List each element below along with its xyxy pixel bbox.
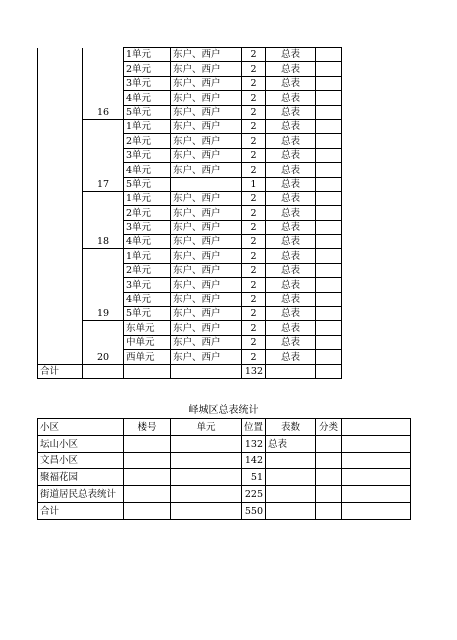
position-cell: [171, 177, 242, 191]
extra-cell: [316, 235, 342, 249]
district-cell: [38, 62, 83, 76]
extra-cell: [316, 48, 342, 62]
unit-cell: 1单元: [124, 48, 171, 62]
type-cell: 总表: [266, 163, 316, 177]
table-row: [38, 292, 342, 306]
building-cell: 16: [83, 105, 124, 119]
summary-header-row: [38, 419, 411, 436]
extra-cell: [316, 278, 342, 292]
district-cell: [38, 350, 83, 364]
building-cell: [83, 321, 124, 335]
table-row: [38, 163, 342, 177]
position-cell: 东户、西户: [171, 105, 242, 119]
district-summary-table: [37, 418, 411, 520]
unit-cell: 1单元: [124, 119, 171, 133]
meter-count: 132: [242, 435, 266, 452]
building-cell: 18: [83, 235, 124, 249]
unit-cell: 3单元: [124, 76, 171, 90]
meter-type: [266, 452, 316, 469]
extra-cell: [316, 350, 342, 364]
count-cell: 2: [242, 292, 266, 306]
table-row: [38, 48, 342, 62]
table-row: [38, 263, 342, 277]
header-unit: 单元: [171, 419, 242, 436]
count-cell: 2: [242, 148, 266, 162]
total-row: [38, 364, 342, 378]
extra-cell: [316, 263, 342, 277]
extra-cell: [316, 220, 342, 234]
unit-cell: 4单元: [124, 91, 171, 105]
building-cell: [83, 134, 124, 148]
type-cell: 总表: [266, 177, 316, 191]
unit-cell: 西单元: [124, 350, 171, 364]
cell-empty: [171, 435, 242, 452]
type-cell: 总表: [266, 292, 316, 306]
extra-cell: [316, 91, 342, 105]
count-cell: 2: [242, 105, 266, 119]
district-name: 聚福花园: [38, 469, 124, 486]
district-name: 街道居民总表统计: [38, 486, 124, 503]
cell-empty: [316, 486, 342, 503]
building-cell: [83, 249, 124, 263]
district-cell: [38, 220, 83, 234]
district-cell: [38, 76, 83, 90]
extra-cell: [316, 177, 342, 191]
cell-empty: [342, 486, 411, 503]
table-row: [38, 91, 342, 105]
position-cell: 东户、西户: [171, 220, 242, 234]
cell-empty: [171, 469, 242, 486]
header-district: 小区: [38, 419, 124, 436]
cell-empty: [124, 486, 171, 503]
district-name: 文昌小区: [38, 452, 124, 469]
unit-cell: 2单元: [124, 134, 171, 148]
building-cell: 19: [83, 307, 124, 321]
meter-type: [266, 486, 316, 503]
cell-empty: [316, 435, 342, 452]
type-cell: 总表: [266, 321, 316, 335]
table-row: [38, 119, 342, 133]
unit-cell: 3单元: [124, 220, 171, 234]
district-cell: [38, 263, 83, 277]
building-cell: [83, 76, 124, 90]
extra-cell: [316, 206, 342, 220]
position-cell: 东户、西户: [171, 278, 242, 292]
total-empty-cell: [83, 364, 124, 378]
unit-cell: 4单元: [124, 292, 171, 306]
district-cell: [38, 335, 83, 349]
total-label: 合计: [38, 364, 83, 378]
building-cell: 20: [83, 350, 124, 364]
unit-cell: 2单元: [124, 62, 171, 76]
table-row: [38, 335, 342, 349]
type-cell: 总表: [266, 235, 316, 249]
position-cell: 东户、西户: [171, 134, 242, 148]
extra-cell: [316, 134, 342, 148]
unit-cell: 东单元: [124, 321, 171, 335]
district-cell: [38, 105, 83, 119]
position-cell: 东户、西户: [171, 191, 242, 205]
district-cell: [38, 249, 83, 263]
total-empty-cell: [266, 364, 316, 378]
extra-cell: [316, 335, 342, 349]
district-cell: [38, 91, 83, 105]
unit-cell: 5单元: [124, 307, 171, 321]
type-cell: 总表: [266, 307, 316, 321]
position-cell: 东户、西户: [171, 163, 242, 177]
count-cell: 2: [242, 163, 266, 177]
extra-cell: [316, 249, 342, 263]
table-row: [38, 191, 342, 205]
type-cell: 总表: [266, 278, 316, 292]
building-cell: [83, 191, 124, 205]
cell-empty: [124, 502, 171, 519]
position-cell: 东户、西户: [171, 91, 242, 105]
building-meter-table: [37, 47, 342, 379]
building-cell: [83, 91, 124, 105]
cell-empty: [342, 419, 411, 436]
table-row: [38, 62, 342, 76]
type-cell: 总表: [266, 206, 316, 220]
table-row: [38, 177, 342, 191]
summary-row: [38, 469, 411, 486]
position-cell: 东户、西户: [171, 119, 242, 133]
unit-cell: 中单元: [124, 335, 171, 349]
table-row: [38, 350, 342, 364]
unit-cell: 2单元: [124, 206, 171, 220]
district-cell: [38, 48, 83, 62]
position-cell: 东户、西户: [171, 62, 242, 76]
summary-total-value: 550: [242, 502, 266, 519]
cell-empty: [316, 502, 342, 519]
type-cell: 总表: [266, 263, 316, 277]
cell-empty: [342, 469, 411, 486]
meter-type: [266, 469, 316, 486]
extra-cell: [316, 292, 342, 306]
district-cell: [38, 134, 83, 148]
extra-cell: [316, 163, 342, 177]
header-position: 位置: [242, 419, 266, 436]
district-cell: [38, 148, 83, 162]
type-cell: 总表: [266, 335, 316, 349]
district-cell: [38, 119, 83, 133]
type-cell: 总表: [266, 350, 316, 364]
table-row: [38, 321, 342, 335]
total-value: 132: [242, 364, 266, 378]
summary-total-label: 合计: [38, 502, 124, 519]
district-cell: [38, 235, 83, 249]
type-cell: 总表: [266, 220, 316, 234]
unit-cell: 1单元: [124, 249, 171, 263]
count-cell: 2: [242, 206, 266, 220]
table-row: [38, 148, 342, 162]
building-cell: [83, 263, 124, 277]
summary-row: [38, 435, 411, 452]
cell-empty: [171, 502, 242, 519]
meter-count: 225: [242, 486, 266, 503]
cell-empty: [342, 502, 411, 519]
table-row: [38, 76, 342, 90]
building-cell: [83, 62, 124, 76]
position-cell: 东户、西户: [171, 48, 242, 62]
building-cell: [83, 163, 124, 177]
table-row: [38, 220, 342, 234]
table-row: [38, 134, 342, 148]
meter-count: 142: [242, 452, 266, 469]
extra-cell: [316, 105, 342, 119]
district-cell: [38, 177, 83, 191]
type-cell: 总表: [266, 148, 316, 162]
count-cell: 2: [242, 263, 266, 277]
building-cell: [83, 48, 124, 62]
type-cell: 总表: [266, 134, 316, 148]
district-cell: [38, 163, 83, 177]
type-cell: 总表: [266, 249, 316, 263]
cell-empty: [171, 486, 242, 503]
count-cell: 2: [242, 48, 266, 62]
table-row: [38, 278, 342, 292]
cell-empty: [124, 435, 171, 452]
extra-cell: [316, 62, 342, 76]
count-cell: 2: [242, 91, 266, 105]
cell-empty: [342, 435, 411, 452]
type-cell: 总表: [266, 105, 316, 119]
type-cell: 总表: [266, 191, 316, 205]
building-cell: [83, 278, 124, 292]
total-empty-cell: [124, 364, 171, 378]
type-cell: 总表: [266, 119, 316, 133]
building-cell: [83, 220, 124, 234]
position-cell: 东户、西户: [171, 307, 242, 321]
extra-cell: [316, 191, 342, 205]
extra-cell: [316, 307, 342, 321]
unit-cell: 5单元: [124, 105, 171, 119]
unit-cell: 1单元: [124, 191, 171, 205]
cell-empty: [171, 452, 242, 469]
position-cell: 东户、西户: [171, 249, 242, 263]
count-cell: 2: [242, 235, 266, 249]
district-cell: [38, 321, 83, 335]
extra-cell: [316, 148, 342, 162]
cell-empty: [124, 452, 171, 469]
building-cell: [83, 119, 124, 133]
unit-cell: 4单元: [124, 163, 171, 177]
type-cell: 总表: [266, 76, 316, 90]
district-cell: [38, 278, 83, 292]
summary-row: [38, 452, 411, 469]
position-cell: 东户、西户: [171, 235, 242, 249]
meter-type: 总表: [266, 435, 316, 452]
header-count: 表数: [266, 419, 316, 436]
table-row: [38, 206, 342, 220]
unit-cell: 3单元: [124, 148, 171, 162]
district-cell: [38, 292, 83, 306]
type-cell: 总表: [266, 91, 316, 105]
count-cell: 2: [242, 278, 266, 292]
extra-cell: [316, 119, 342, 133]
building-cell: [83, 292, 124, 306]
count-cell: 2: [242, 321, 266, 335]
count-cell: 2: [242, 134, 266, 148]
count-cell: 2: [242, 220, 266, 234]
district-cell: [38, 307, 83, 321]
header-building: 楼号: [124, 419, 171, 436]
position-cell: 东户、西户: [171, 350, 242, 364]
cell-empty: [266, 502, 316, 519]
building-cell: [83, 206, 124, 220]
cell-empty: [316, 452, 342, 469]
position-cell: 东户、西户: [171, 263, 242, 277]
count-cell: 2: [242, 76, 266, 90]
position-cell: 东户、西户: [171, 148, 242, 162]
position-cell: 东户、西户: [171, 76, 242, 90]
total-empty-cell: [316, 364, 342, 378]
position-cell: 东户、西户: [171, 335, 242, 349]
table-row: [38, 105, 342, 119]
extra-cell: [316, 76, 342, 90]
count-cell: 2: [242, 307, 266, 321]
total-empty-cell: [171, 364, 242, 378]
unit-cell: 3单元: [124, 278, 171, 292]
table-row: [38, 235, 342, 249]
summary-row: [38, 486, 411, 503]
position-cell: 东户、西户: [171, 321, 242, 335]
district-cell: [38, 206, 83, 220]
count-cell: 2: [242, 62, 266, 76]
summary-title: 峄城区总表统计: [188, 405, 259, 416]
position-cell: 东户、西户: [171, 292, 242, 306]
count-cell: 2: [242, 119, 266, 133]
district-name: 坛山小区: [38, 435, 124, 452]
count-cell: 2: [242, 335, 266, 349]
position-cell: 东户、西户: [171, 206, 242, 220]
type-cell: 总表: [266, 62, 316, 76]
table-row: [38, 249, 342, 263]
summary-total-row: [38, 502, 411, 519]
count-cell: 2: [242, 350, 266, 364]
cell-empty: [316, 469, 342, 486]
building-cell: 17: [83, 177, 124, 191]
type-cell: 总表: [266, 48, 316, 62]
count-cell: 2: [242, 249, 266, 263]
building-cell: [83, 335, 124, 349]
table-row: [38, 307, 342, 321]
district-cell: [38, 191, 83, 205]
count-cell: 1: [242, 177, 266, 191]
meter-count: 51: [242, 469, 266, 486]
cell-empty: [342, 452, 411, 469]
cell-empty: [124, 469, 171, 486]
unit-cell: 2单元: [124, 263, 171, 277]
count-cell: 2: [242, 191, 266, 205]
unit-cell: 5单元: [124, 177, 171, 191]
building-cell: [83, 148, 124, 162]
unit-cell: 4单元: [124, 235, 171, 249]
extra-cell: [316, 321, 342, 335]
header-type: 分类: [316, 419, 342, 436]
